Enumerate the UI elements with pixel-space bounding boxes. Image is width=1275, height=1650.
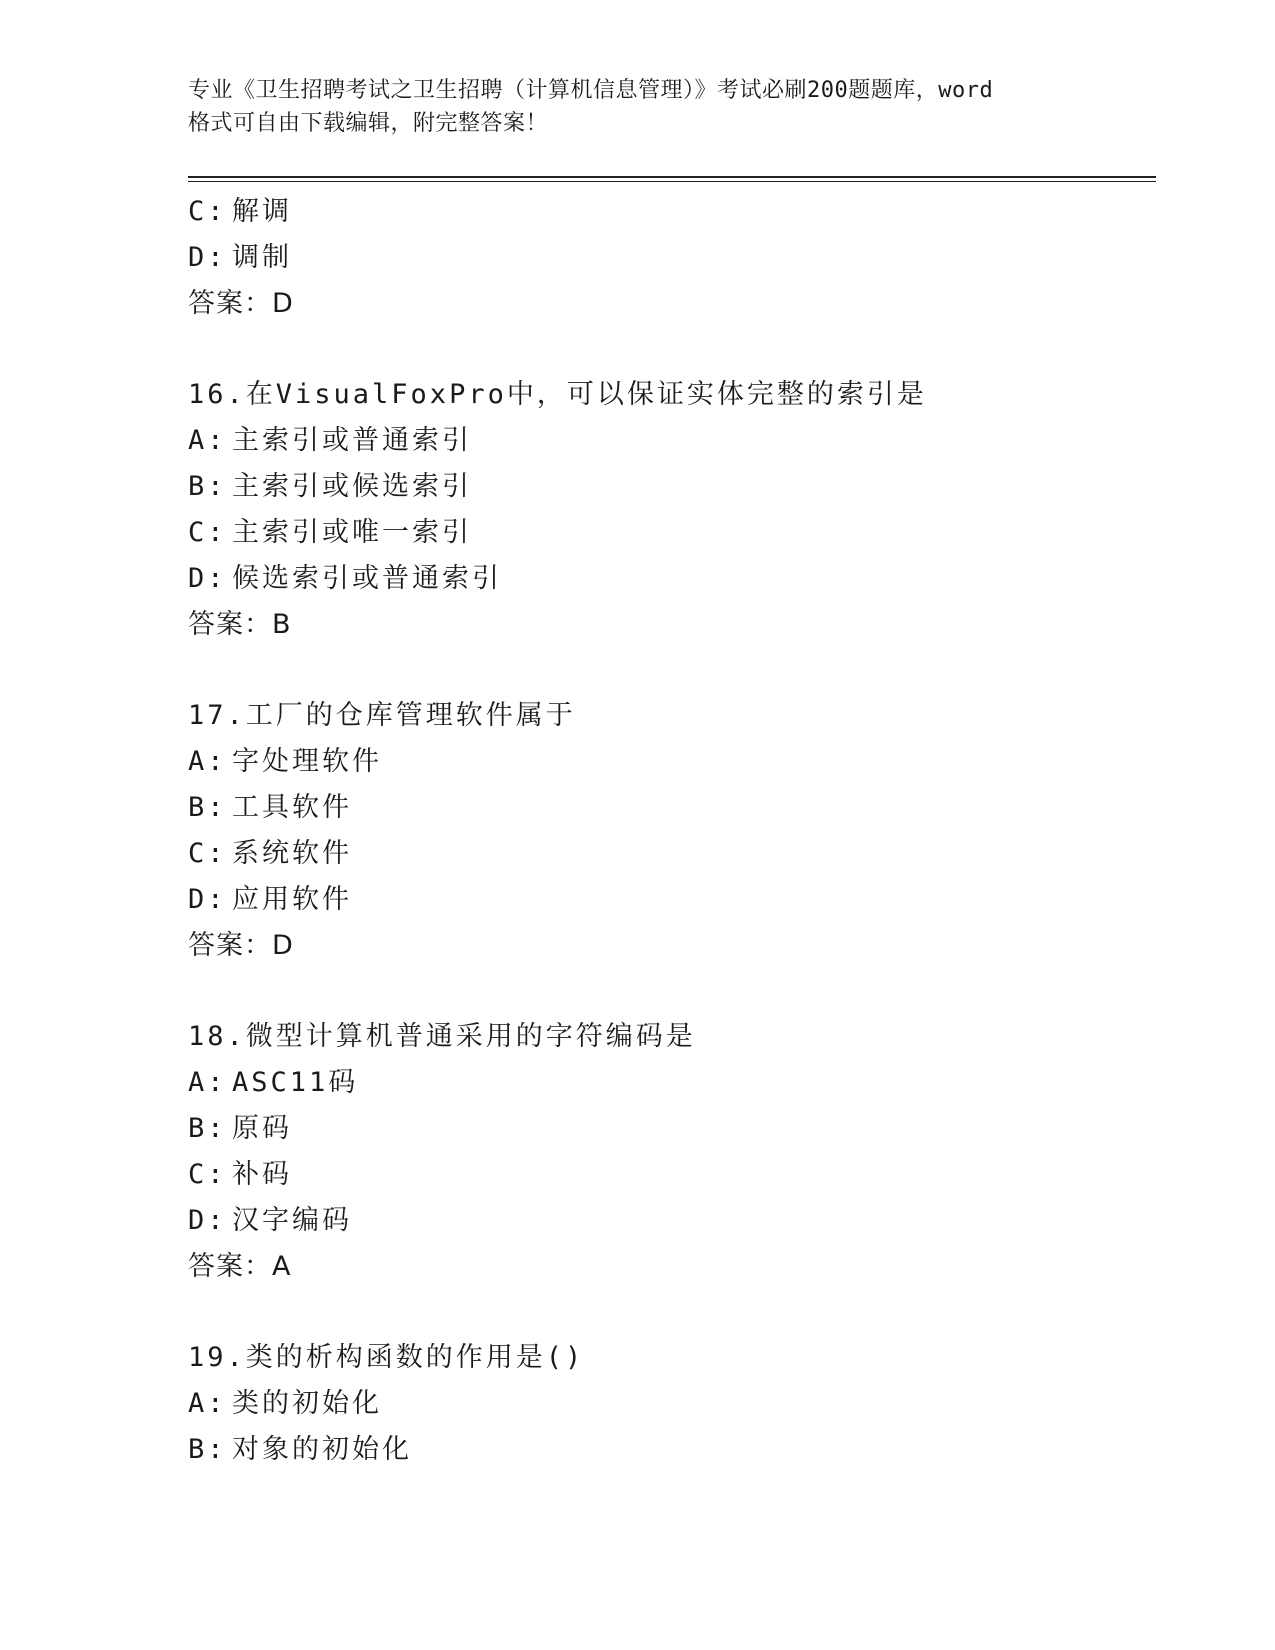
- option-letter: D:: [188, 1205, 227, 1236]
- option-c: [188, 510, 1148, 556]
- option-a: [188, 739, 1148, 785]
- option-letter: A:: [188, 1067, 227, 1098]
- option-letter: C:: [188, 838, 227, 869]
- option-letter: A:: [188, 746, 227, 777]
- question-19: [188, 1335, 1148, 1473]
- option-d: [188, 877, 1148, 923]
- option-text: 对象的初始化: [232, 1434, 412, 1465]
- option-text: 主索引或普通索引: [232, 425, 472, 456]
- option-c: [188, 831, 1148, 877]
- answer-line: 答案：D: [188, 288, 294, 319]
- option-text: 应用软件: [232, 884, 352, 915]
- option-letter: B:: [188, 1434, 227, 1465]
- option-a: [188, 1060, 1148, 1106]
- option-text: 补码: [232, 1159, 292, 1190]
- option-text: 主索引或唯一索引: [232, 517, 472, 548]
- option-d: [188, 235, 1148, 281]
- question-title: 16.在VisualFoxPro中，可以保证实体完整的索引是: [188, 379, 927, 410]
- option-text: ASC11码: [232, 1067, 359, 1098]
- option-letter: C:: [188, 1159, 227, 1190]
- option-a: [188, 1381, 1148, 1427]
- option-text: 字处理软件: [232, 746, 382, 777]
- question-title: 18.微型计算机普通采用的字符编码是: [188, 1021, 696, 1052]
- question-17: [188, 693, 1148, 969]
- header-line-1: 专业《卫生招聘考试之卫生招聘（计算机信息管理）》考试必刷200题题库，word: [188, 78, 994, 103]
- option-letter: C:: [188, 196, 227, 227]
- option-a: [188, 418, 1148, 464]
- answer-line: 答案：D: [188, 930, 294, 961]
- option-letter: B:: [188, 1113, 227, 1144]
- option-text: 调制: [232, 242, 292, 273]
- option-b: [188, 1427, 1148, 1473]
- option-letter: B:: [188, 471, 227, 502]
- option-c: [188, 189, 1148, 235]
- question-15-fragment: [188, 189, 1148, 327]
- option-text: 原码: [232, 1113, 292, 1144]
- option-c: [188, 1152, 1148, 1198]
- header-line-2: 格式可自由下载编辑，附完整答案！: [188, 111, 549, 136]
- option-letter: A:: [188, 1388, 227, 1419]
- option-letter: D:: [188, 242, 227, 273]
- option-letter: A:: [188, 425, 227, 456]
- answer-line: 答案：A: [188, 1251, 292, 1282]
- document-header: [188, 74, 1088, 140]
- option-letter: C:: [188, 517, 227, 548]
- option-text: 汉字编码: [232, 1205, 352, 1236]
- header-divider-thick: [188, 176, 1156, 178]
- option-letter: D:: [188, 563, 227, 594]
- question-16: [188, 372, 1148, 648]
- option-b: [188, 464, 1148, 510]
- option-letter: B:: [188, 792, 227, 823]
- answer-line: 答案：B: [188, 609, 292, 640]
- option-text: 解调: [232, 196, 292, 227]
- option-d: [188, 556, 1148, 602]
- question-title: 19.类的析构函数的作用是(): [188, 1342, 585, 1373]
- option-text: 类的初始化: [232, 1388, 382, 1419]
- option-b: [188, 785, 1148, 831]
- question-title: 17.工厂的仓库管理软件属于: [188, 700, 576, 731]
- option-d: [188, 1198, 1148, 1244]
- question-list: [188, 189, 1148, 1473]
- option-text: 候选索引或普通索引: [232, 563, 502, 594]
- header-divider-thin: [188, 181, 1156, 182]
- option-text: 主索引或候选索引: [232, 471, 472, 502]
- option-b: [188, 1106, 1148, 1152]
- option-letter: D:: [188, 884, 227, 915]
- option-text: 系统软件: [232, 838, 352, 869]
- option-text: 工具软件: [232, 792, 352, 823]
- question-18: [188, 1014, 1148, 1290]
